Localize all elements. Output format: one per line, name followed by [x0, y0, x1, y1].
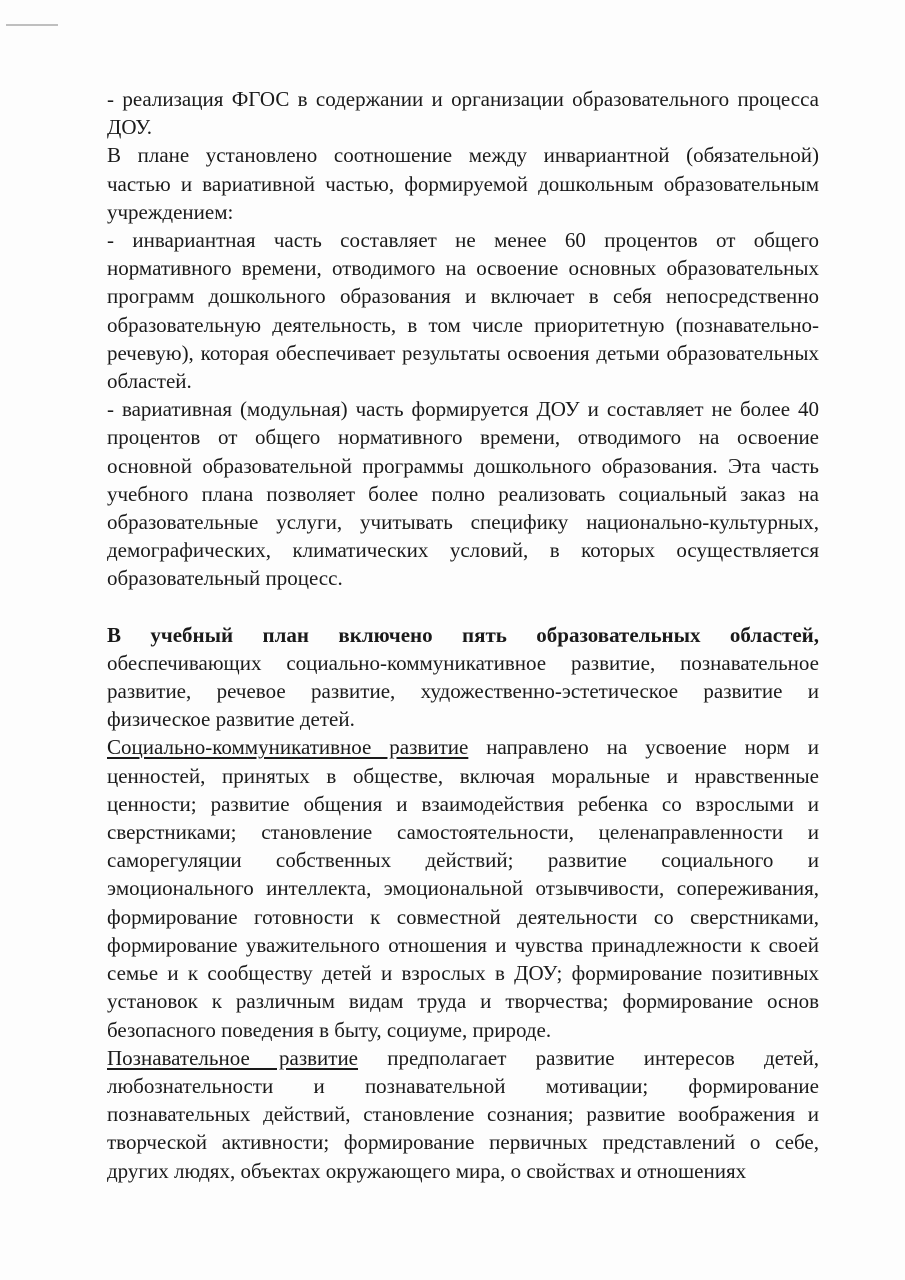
paragraph-invariant-part: - инвариантная часть составляет не менее 60 процентов от общего нормативного времени, отводимого на освоение основных образовательных программ дошкольного образования и включает в себя непосредственно образовательную деятельность, в том числе приоритетную (познавательно-речевую), которая обеспечивает результаты освоения детьми образовательных областей. [107, 228, 819, 394]
social-communicative-title: Социально-коммуникативное развитие [107, 735, 469, 760]
paragraph-spacer [107, 593, 819, 621]
paragraph-cognitive [107, 1044, 819, 1185]
scan-artifact [6, 24, 58, 26]
paragraph-five-areas [107, 621, 819, 734]
cognitive-text: предполагает развитие интересов детей, любознательности и познавательной мотивации; формирование познавательных действий, становление сознания; развитие воображения и творческой активности; формирование первичных представлений о себе, других людях, объектах окружающего мира, о свойствах и отношениях [107, 1045, 820, 1183]
paragraph-fgos: - реализация ФГОС в содержании и организации образовательного процесса ДОУ. [107, 87, 819, 140]
five-areas-heading: В учебный план включено пять образовательных областей, [107, 622, 819, 647]
paragraph-plan-ratio: В плане установлено соотношение между инвариантной (обязательной) частью и вариативной частью, формируемой дошкольным образовательным учреждением: [107, 143, 819, 224]
cognitive-title: Познавательное развитие [107, 1045, 359, 1070]
paragraph-variative-part: - вариативная (модульная) часть формируется ДОУ и составляет не более 40 процентов от общего нормативного времени, отводимого на освоение основной образовательной программы дошкольного образования. Эта часть учебного плана позволяет более полно реализовать социальный заказ на образовательные услуги, учитывать специфику национально-культурных, демографических, климатических условий, в которых осуществляется образовательный процесс. [107, 397, 819, 591]
five-areas-text: обеспечивающих социально-коммуникативное развитие, познавательное развитие, речевое развитие, художественно-эстетическое развитие и физическое развитие детей. [107, 650, 819, 732]
paragraph-social-communicative [107, 733, 819, 1043]
document-body [107, 85, 819, 1185]
social-communicative-text: направлено на усвоение норм и ценностей, принятых в обществе, включая моральные и нравственные ценности; развитие общения и взаимодействия ребенка со взрослыми и сверстниками; становление самостоятельности, целенаправленности и саморегуляции собственных действий; развитие социального и эмоционального интеллекта, эмоциональной отзывчивости, сопереживания, формирование готовности к совместной деятельности со сверстниками, формирование уважительного отношения и чувства принадлежности к своей семье и к сообществу детей и взрослых в ДОУ; формирование позитивных установок к различным видам труда и творчества; формирование основ безопасного поведения в быту, социуме, природе. [107, 735, 819, 1042]
